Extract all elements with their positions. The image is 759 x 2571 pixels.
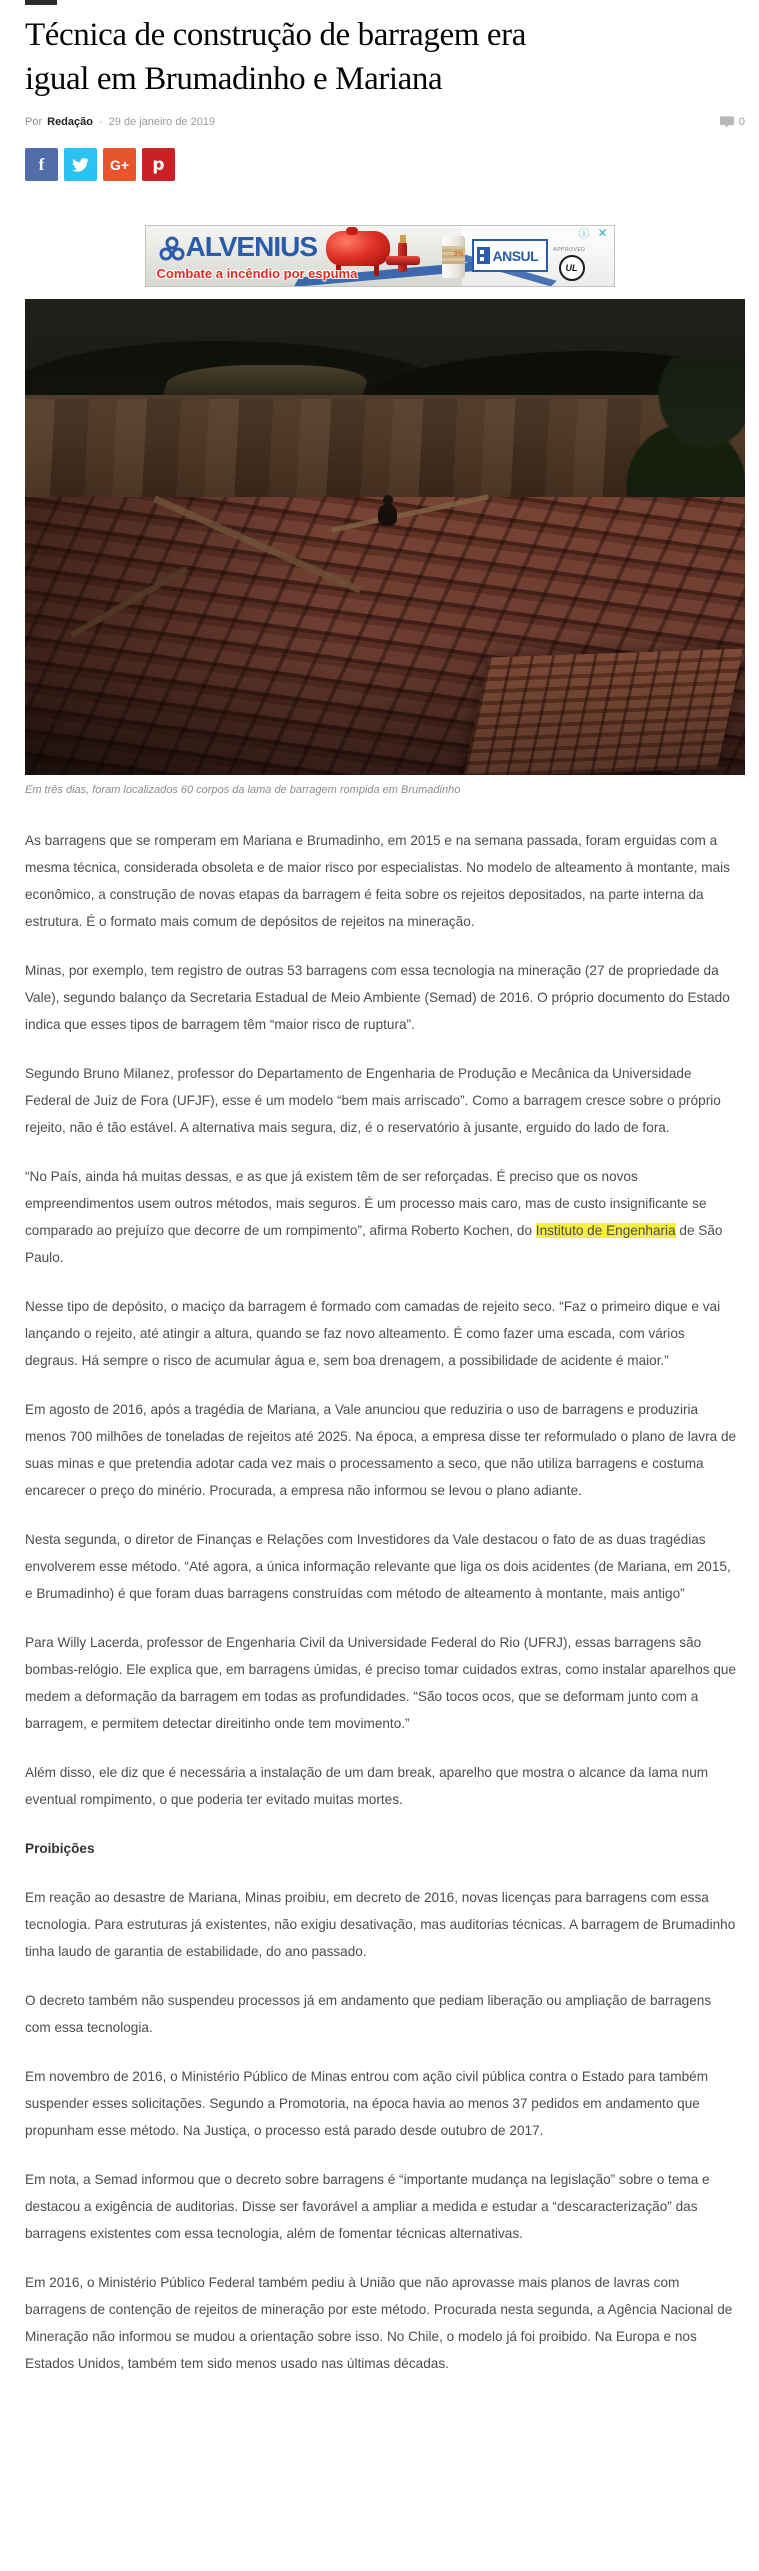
paragraph-text: “No País, ainda há muitas dessas, e as que já existem têm de ser reforçadas. É preciso que os novos empreendimentos usem outros métodos, mais seguros. É um processo mais caro, mas de custo insignificante se comparado ao prejuízo que decorre de um rompimento”, afirma Roberto Kochen, do [25, 1169, 707, 1238]
article-paragraph: Nesta segunda, o diretor de Finanças e Relações com Investidores da Vale destacou o fato de as duas tragédias envolverem esse método. “Até agora, a única informação relevante que liga os dois acidentes (de Mariana, em 2015, e Brumadinho) é que foram duas barragens construídas com método de alteamento à montante, mais antigo” [25, 1532, 731, 1601]
foam-canister-label: 3% [442, 246, 465, 264]
article-paragraph [25, 1163, 737, 1271]
article-paragraph: Em nota, a Semad informou que o decreto sobre barragens é “importante mudança na legislação” sobre o tema e destacou a exigência de auditorias. Disse ser favorável a ampliar a medida e estudar a “descaracterização” das barragens existentes com essa tecnologia, além de fomentar técnicas alternativas. [25, 2172, 710, 2241]
fire-tank-cap [346, 227, 358, 235]
comment-icon [720, 116, 734, 128]
ad-tagline: Combate a incêndio por espuma [156, 266, 358, 281]
alvenius-logo-icon [158, 235, 186, 268]
fire-tank-leg [374, 265, 379, 276]
article-paragraph: Para Willy Lacerda, professor de Engenharia Civil da Universidade Federal do Rio (UFRJ), essas barragens são bombas-relógio. Ele explica que, em barragens úmidas, é preciso tomar cuidados extras, como instalar aparelhos que medem a deformação da barragem em todas as profundidades. “São tocos ocos, que se deformam junto com a barragem, e permitem detectar direitinho onde tem movimento.” [25, 1635, 737, 1731]
ul-certification-icon: UL [559, 255, 585, 281]
photo-vignette [25, 299, 745, 775]
facebook-f-icon: f [38, 154, 45, 174]
article-paragraph: Segundo Bruno Milanez, professor do Departamento de Engenharia de Produção e Mecânica da Universidade Federal de Juiz de Fora (UFJF), esse é um modelo “bem mais arriscado”. Como a barragem cresce sobre o próprio rejeito, não é tão estável. A alternativa mais segura, diz, é o reservatório à jusante, erguido do lado de fora. [25, 1066, 721, 1135]
adchoices-icon[interactable]: ⓘ [578, 228, 590, 240]
google-plus-icon: G+ [109, 156, 130, 173]
article-paragraph: Nesse tipo de depósito, o maciço da barragem é formado com camadas de rejeito seco. “Faz o primeiro dique e vai lançando o rejeito, até atingir a altura, quando se faz novo alteamento. É como fazer uma escada, com vários degraus. Há sempre o risco de acumular água e, sem boa drenagem, a possibilidade de acidente é maior.” [25, 1299, 721, 1368]
valve-illustration [386, 256, 420, 265]
article-paragraph: Em 2016, o Ministério Público Federal também pediu à União que não aprovasse mais planos de lavras com barragens de contenção de rejeitos de mineração por este método. Procurada nesta segunda, a Agência Nacional de Mineração não informou se mudou a orientação sobre isso. No Chile, o modelo já foi proibido. Na Europa e nos Estados Unidos, também tem sido menos usado nas últimas décadas. [25, 2275, 733, 2371]
share-pinterest-button[interactable] [142, 148, 175, 181]
ansul-logo [472, 239, 548, 272]
share-bar [25, 148, 745, 181]
ad-close-icon[interactable]: ✕ [597, 226, 608, 240]
article-subheading: Proibições [25, 1841, 95, 1856]
byline-prefix: Por [25, 116, 43, 128]
ad-banner[interactable] [145, 225, 615, 287]
author-link[interactable]: Redação [47, 116, 93, 128]
photo-caption: Em três dias, foram localizados 60 corpos da lama de barragem rompida em Brumadinho [25, 784, 461, 796]
highlight-link[interactable]: Instituto de Engenharia [535, 1223, 676, 1238]
approved-label: APPROVED [553, 247, 586, 253]
publish-date: 29 de janeiro de 2019 [108, 116, 216, 128]
comment-count: 0 [738, 116, 745, 128]
article-paragraph: Em agosto de 2016, após a tragédia de Mariana, a Vale anunciou que reduziria o uso de barragens e produziria menos 700 milhões de toneladas de rejeitos até 2025. Na época, a empresa disse ter reformulado o plano de lavra de suas minas e que pretendia adotar cada vez mais o processamento a seco, que não utiliza barragens e costuma encarecer o preço do minério. Procurada, a empresa não informou se levou o plano adiante. [25, 1402, 737, 1498]
fire-tank-illustration [326, 231, 390, 266]
ansul-mark-icon [477, 247, 490, 264]
valve-brass-top [400, 235, 406, 243]
twitter-bird-icon [72, 158, 89, 172]
article-paragraph: As barragens que se romperam em Mariana e Brumadinho, em 2015 e na semana passada, foram erguidas com a mesma técnica, considerada obsoleta e de maior risco por especialistas. No modelo de alteamento à montante, mais econômico, a construção de novas etapas da barragem é feita sobre os rejeitos depositados, na parte interna da estrutura. É o formato mais comum de depósitos de rejeitos na mineração. [25, 833, 730, 929]
byline [25, 116, 745, 128]
article-body [25, 827, 737, 2377]
article-paragraph: Em reação ao desastre de Mariana, Minas proibiu, em decreto de 2016, novas licenças para barragens com essa tecnologia. Para estruturas já existentes, não exigiu desativação, mas auditorias técnicas. A barragem de Brumadinho tinha laudo de garantia de estabilidade, do ano passado. [25, 1890, 736, 1959]
share-googleplus-button[interactable] [103, 148, 136, 181]
article-paragraph: O decreto também não suspendeu processos já em andamento que pediam liberação ou ampliação de barragens com essa tecnologia. [25, 1993, 712, 2035]
article-paragraph: Minas, por exemplo, tem registro de outras 53 barragens com essa tecnologia na mineração (27 de propriedade da Vale), segundo balanço da Secretaria Estadual de Meio Ambiente (Semad) de 2016. O próprio documento do Estado indica que esses tipos de barragem têm “maior risco de ruptura”. [25, 963, 730, 1032]
article-photo [25, 299, 745, 775]
article-paragraph: Em novembro de 2016, o Ministério Público de Minas entrou com ação civil pública contra o Estado para também suspender esses solicitações. Segundo a Promotoria, na época havia ao menos 37 pedidos em andamento que propunham esse método. Na Justiça, o processo está parado desde outubro de 2017. [25, 2069, 709, 2138]
article-paragraph: Além disso, ele diz que é necessária a instalação de um dam break, aparelho que mostra o alcance da lama num eventual rompimento, o que poderia ter evitado muitas mortes. [25, 1765, 709, 1807]
paragraph-text: de São Paulo. [25, 1223, 723, 1265]
byline-separator: - [98, 116, 103, 128]
ansul-wordmark: ANSUL [492, 247, 539, 264]
page-title: Técnica de construção de barragem era igual em Brumadinho e Mariana [25, 17, 526, 97]
ad-brand-name: ALVENIUS [185, 231, 317, 262]
category-tag[interactable] [25, 0, 57, 5]
share-facebook-button[interactable] [25, 148, 58, 181]
share-twitter-button[interactable] [64, 148, 97, 181]
comments-link[interactable] [720, 116, 745, 128]
pinterest-p-icon: p [152, 154, 165, 175]
